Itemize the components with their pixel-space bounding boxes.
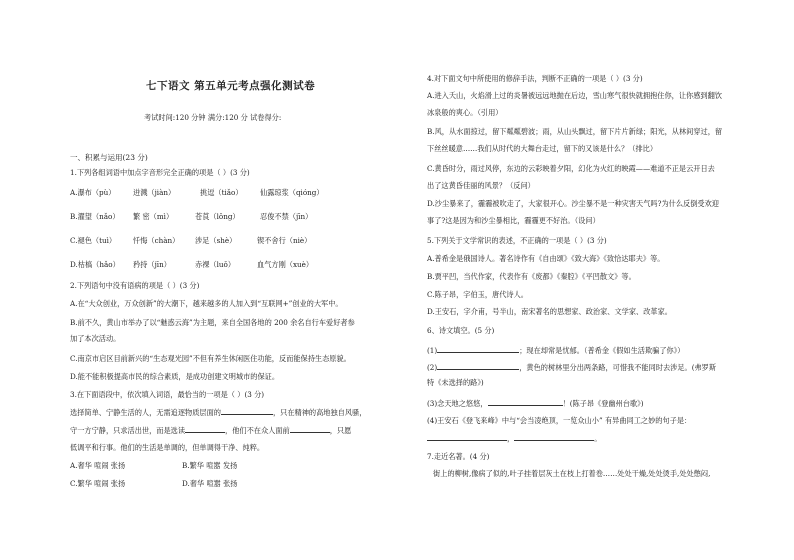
q6-item-1: [427, 345, 685, 355]
answer-blank[interactable]: [427, 433, 507, 441]
answer-blank[interactable]: [437, 362, 519, 370]
option-word: 挑逗（tiǎo）: [200, 188, 243, 197]
punctuation: 。: [594, 434, 602, 443]
item-number: (1): [427, 346, 438, 355]
option-word: 矜持（jīn）: [133, 260, 171, 269]
question-4-stem: 4.对下面文句中所使用的修辞手法，判断不正确的一项是（ ）(3 分): [427, 74, 643, 83]
q6-item-4-blanks: [427, 433, 601, 443]
passage-text: ，只在精神的高地独自风骚，: [272, 408, 367, 417]
q4-option-a-cont: 冰泉般的爽心。（引用）: [427, 108, 503, 117]
q5-option-a: A.普希金是俄国诗人。著名诗作有《自由颂》《致大海》《致恰达耶夫》等。: [427, 254, 665, 263]
option-word: 仙露琼浆（qióng）: [260, 188, 324, 197]
q1-option-c: C.褪色（tuì）: [70, 236, 117, 245]
q2-option-a: A.在“大众创业，万众创新”的大潮下，越来越多的人加入到“互联网+”创业的大军中。: [70, 299, 343, 308]
q3-passage-line-2: [70, 425, 351, 435]
question-1-stem: 1.下列各组词语中加点字音形完全正确的项是（ ）(3 分): [70, 168, 250, 177]
q4-option-c: C.黄昏时分，雨过风停，东边的云彩映着夕阳，幻化为火红的映霞——难道不正是云开日去: [427, 164, 715, 173]
page-title: 七下语文 第五单元考点强化测试卷: [146, 80, 316, 92]
passage-text: ，他们不在众人面前: [225, 426, 290, 435]
punctuation: ，: [507, 434, 515, 443]
answer-blank[interactable]: [290, 425, 330, 433]
question-7-stem: 7.走近名著。(4 分): [427, 452, 490, 461]
option-word: 血气方刚（xuè）: [257, 260, 314, 269]
q4-option-d: D.沙尘暴来了，霾霾被吹走了，大家很开心。沙尘暴不是一种灾害天气吗?为什么反倒受欢迎: [427, 199, 719, 208]
q3-option-d: D.奢华 喧嚣 张扬: [182, 479, 238, 488]
option-word: 锲不舍行（niè）: [257, 236, 312, 245]
q6-item-4: (4)王安石《登飞来峰》中与“会当凌绝顶，一览众山小” 有异曲同工之妙的句子是：: [427, 416, 692, 425]
q7-passage: 街上的柳树,像病了似的,叶子挂着层灰土在枝上打着卷……处处干燥,处处烫手,处处憋闷,: [433, 469, 711, 478]
passage-text: 守一方宁静，只求活出世，而是选读: [70, 426, 186, 435]
option-word: 繁 密（mì）: [133, 212, 174, 221]
q3-passage-line-1: [70, 407, 366, 417]
q4-option-d-cont: 事了?这是因为和沙尘暴相比，霾霾更不好治。（设问）: [427, 216, 600, 225]
section-heading: 一、积累与运用(23 分): [70, 153, 148, 162]
q1-option-d: D.枯槁（hǎo）: [70, 260, 120, 269]
question-6-stem: 6、诗文填空。(5 分): [427, 326, 495, 335]
q5-option-b: B.贾平凹，当代作家，代表作有《废都》《秦腔》《平凹散文》等。: [427, 272, 636, 281]
option-word: 赤裸（luǒ）: [195, 260, 236, 269]
answer-blank[interactable]: [488, 398, 563, 406]
q6-item-2-cont: 特《未选择的路》): [427, 378, 484, 387]
q3-passage-line-3: 低调平和行事。他们的生活是单调的，但单调得干净、纯粹。: [70, 443, 265, 452]
item-text: ，黄色的树林里分出两条路，可惜我不能同时去涉足。(弗罗斯: [519, 363, 717, 372]
q1-option-b: B.濯望（nǎo）: [70, 212, 120, 221]
q5-option-c: C.陈子昂，字伯玉，唐代诗人。: [427, 290, 528, 299]
q4-option-b-cont: 下丝丝暖意……我们从时代的大舞台走过，留下的又该是什么？（排比）: [427, 144, 658, 153]
answer-blank[interactable]: [221, 407, 273, 415]
q3-option-b: B.繁华 喧嚣 发扬: [182, 461, 238, 470]
q3-option-c: C.繁华 喧闹 张扬: [70, 479, 126, 488]
q3-option-a: A.奢华 喧闹 张扬: [70, 461, 126, 470]
q6-item-3: [427, 398, 644, 408]
item-text: ！(陈子昂《登幽州台歌》): [562, 399, 644, 408]
option-word: 苍莨（lǒng）: [195, 212, 240, 221]
answer-blank[interactable]: [185, 425, 225, 433]
question-5-stem: 5.下列关于文学常识的表述，不正确的一项是（ ）(3 分): [427, 236, 607, 245]
answer-blank[interactable]: [437, 345, 519, 353]
q2-option-d: D.能不能积极提高市民的综合素质，是成功创建文明城市的保证。: [70, 372, 280, 381]
q1-option-a: [70, 188, 115, 197]
option-word: 忍俊不禁（jīn）: [260, 212, 313, 221]
item-text: ；现在却常是忧郁。（普希金《假如生活欺骗了你》）: [519, 346, 685, 355]
q4-option-a: A.进入夭山，火焰滑上过的炎暑被远远地抛在后边，雪山寒气很快就拥抱住你，让你感到翻饮: [427, 91, 722, 100]
item-text: (3)念天地之悠悠，: [427, 399, 488, 408]
question-3-stem: 3.在下面语段中，依次填入词语，最恰当的一项是（ ）(3 分): [70, 390, 265, 399]
passage-text: ，只愿: [329, 426, 352, 435]
option-word: 涉足（shè）: [195, 236, 237, 245]
item-number: (2): [427, 363, 438, 372]
question-2-stem: 2.下列语句中没有语病的项是（ ）(3 分): [70, 281, 200, 290]
option-word: 迸溅（jiàn）: [133, 188, 176, 197]
q4-option-b: B.风，从水面掠过，留下粼粼碧波；雨，从山头飘过，留下片片新绿；阳光，从林间穿过，留: [427, 127, 723, 136]
option-word: A.瀑布（pù）: [70, 188, 116, 197]
q2-option-b: B.前不久，黄山市举办了以“魅惑云海”为主题，来自全国各地的 200 余名自行车爱好者参: [70, 318, 355, 327]
q5-option-d: D.王安石，字介甫，号半山，南宋著名的思想家、政治家、文学家、改革家。: [427, 307, 672, 316]
q4-option-c-cont: 出了这黄昏佳丽的风景？（反问）: [427, 181, 535, 190]
passage-text: 选择简单、宁静生活的人，无需追逐物质层面的: [70, 408, 221, 417]
answer-blank[interactable]: [514, 433, 594, 441]
option-word: 忏悔（chàn）: [133, 236, 180, 245]
exam-info: 考试时间:120 分钟 满分:120 分 试卷得分:: [144, 113, 282, 122]
q6-item-2: [427, 362, 716, 372]
q2-option-c: C.南京市启区目前新兴的“生态观光园”不但有养生休闲医住功能，反而能保持生态原貌。: [70, 354, 351, 363]
q2-option-b-cont: 加了本次活动。: [70, 334, 121, 343]
